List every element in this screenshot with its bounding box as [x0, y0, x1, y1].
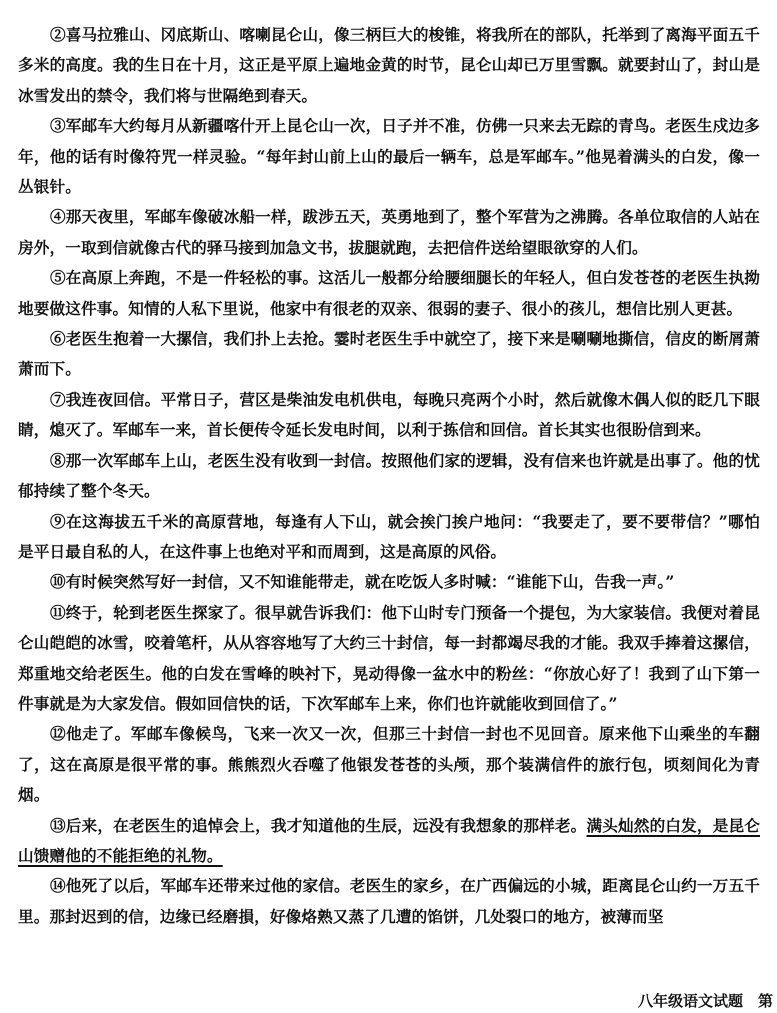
paragraph-number: ⑨ — [50, 511, 67, 531]
paragraph-number: ⑦ — [50, 389, 66, 409]
paragraph-10 — [18, 567, 760, 597]
paragraph-text: 终于，轮到老医生探家了。很早就告诉我们：他下山时专门预备一个提包，为大家装信。我便对着昆仑山皑皑的冰雪，咬着笔杆，从从容容地写了大约三十封信，每一封都竭尽我的才能。我双手捧着这摞信，郑重地交给老医生。他的白发在雪峰的映衬下，晃动得像一盆水中的粉丝：“你放心好了！我到了山下第一件事就是为大家发信。假如回信快的话，下次军邮车上来，你们也许就能收到回信了。” — [18, 602, 760, 713]
paragraph-14 — [18, 871, 760, 932]
paragraph-number: ⑫ — [50, 724, 67, 744]
paragraph-5 — [18, 263, 760, 324]
paragraph-text: 那一次军邮车上山，老医生没有收到一封信。按照他们家的逻辑，没有信来也许就是出事了。他的忧郁持续了整个冬天。 — [18, 450, 760, 501]
paragraph-number: ④ — [50, 207, 66, 227]
paragraph-number: ⑩ — [50, 572, 66, 592]
paragraph-8 — [18, 446, 760, 507]
paragraph-9 — [18, 507, 760, 568]
paragraph-13 — [18, 811, 760, 872]
paragraph-text: 他死了以后，军邮车还带来过他的家信。老医生的家乡，在广西偏远的小城，距离昆仑山约一万五千里。那封迟到的信，边缘已经磨損，好像烙熟又蒸了几遭的馅饼，几处裂口的地方，被薄而坚 — [18, 876, 760, 926]
paragraph-number: ⑪ — [50, 602, 66, 622]
paragraph-number: ⑤ — [50, 268, 66, 288]
paragraph-text: 在这海拔五千米的高原营地，每逢有人下山，就会挨门挨户地问：“我要走了，要不要带信？”哪怕是平日最自私的人，在这件事上也绝对平和而周到，这是高原的风俗。 — [18, 511, 761, 561]
paragraph-number: ⑭ — [50, 876, 66, 896]
paragraph-4 — [18, 202, 760, 263]
paragraph-3 — [18, 111, 760, 202]
paragraph-text: 有时候突然写好一封信，又不知谁能带走，就在吃饭人多时喊：“谁能下山，告我一声。” — [65, 572, 675, 592]
paragraph-2 — [18, 20, 760, 111]
paragraph-text: 在高原上奔跑，不是一件轻松的事。这活儿一般都分给腰细腿长的年轻人，但白发苍苍的老医生执拗地要做这件事。知情的人私下里说，他家中有很老的双亲、很弱的妻子、很小的孩儿，想信比别人更甚。 — [18, 268, 760, 318]
paragraph-number: ⑬ — [50, 815, 66, 835]
paragraph-11 — [18, 598, 760, 720]
paragraph-12 — [18, 719, 760, 810]
paragraph-text: 我连夜回信。平常日子，营区是柴油发电机供电，每晚只亮两个小时，然后就像木偶人似的眨几下眼睛，熄灭了。军邮车一来，首长便传令延长发电时间，以利于拣信和回信。首长其实也很盼信到来。 — [18, 389, 760, 440]
paragraph-text: 后来，在老医生的追悼会上，我才知道他的生辰，远没有我想象的那样老。 — [65, 815, 587, 835]
page-footer: 八年级语文试题 第 — [637, 992, 773, 1010]
paragraph-text: 喜马拉雅山、冈底斯山、喀喇昆仑山，像三柄巨大的梭锥，将我所在的部队，托举到了离海平面五千多米的高度。我的生日在十月，这正是平原上遍地金黄的时节，昆仑山却已万里雪飘。就要封山了，封山是冰雪发出的禁令，我们将与世隔绝到春天。 — [18, 25, 760, 105]
paragraph-text: 他走了。军邮车像候鸟，飞来一次又一次，但那三十封信一封也不见回音。原来他下山乘坐的车翻了，这在高原是很平常的事。熊熊烈火吞噬了他银发苍苍的头颅，那个装满信件的旅行包，顷刻间化为青烟。 — [18, 724, 761, 805]
paragraph-6 — [18, 324, 760, 385]
paragraph-number: ⑧ — [50, 450, 66, 470]
paragraph-7 — [18, 385, 760, 446]
paragraph-text: 军邮车大约每月从新疆喀什开上昆仑山一次，日子并不准，仿佛一只来去无踪的青鸟。老医生戍边多年，他的话有时像符咒一样灵验。“每年封山前上山的最后一辆车，总是军邮车。”他晃着满头的白发，像一丛银针。 — [18, 116, 760, 197]
paragraph-number: ③ — [50, 116, 66, 136]
paragraph-number: ② — [50, 25, 66, 44]
exam-text-page — [18, 20, 760, 932]
paragraph-number: ⑥ — [50, 329, 66, 349]
paragraph-text: 那天夜里，军邮车像破冰船一样，跋涉五天，英勇地到了，整个军营为之沸腾。各单位取信的人站在房外，一取到信就像古代的驿马接到加急文书，拔腿就跑，去把信件送给望眼欲穿的人们。 — [18, 207, 760, 257]
underlined-sentence: 满头灿然的白发，是昆仑山馈赠他的不能拒绝的礼物。 — [18, 815, 760, 865]
paragraph-text: 老医生抱着一大摞信，我们扑上去抢。霎时老医生手中就空了，接下来是唰唰地撕信，信皮的断屑萧萧而下。 — [18, 329, 760, 379]
